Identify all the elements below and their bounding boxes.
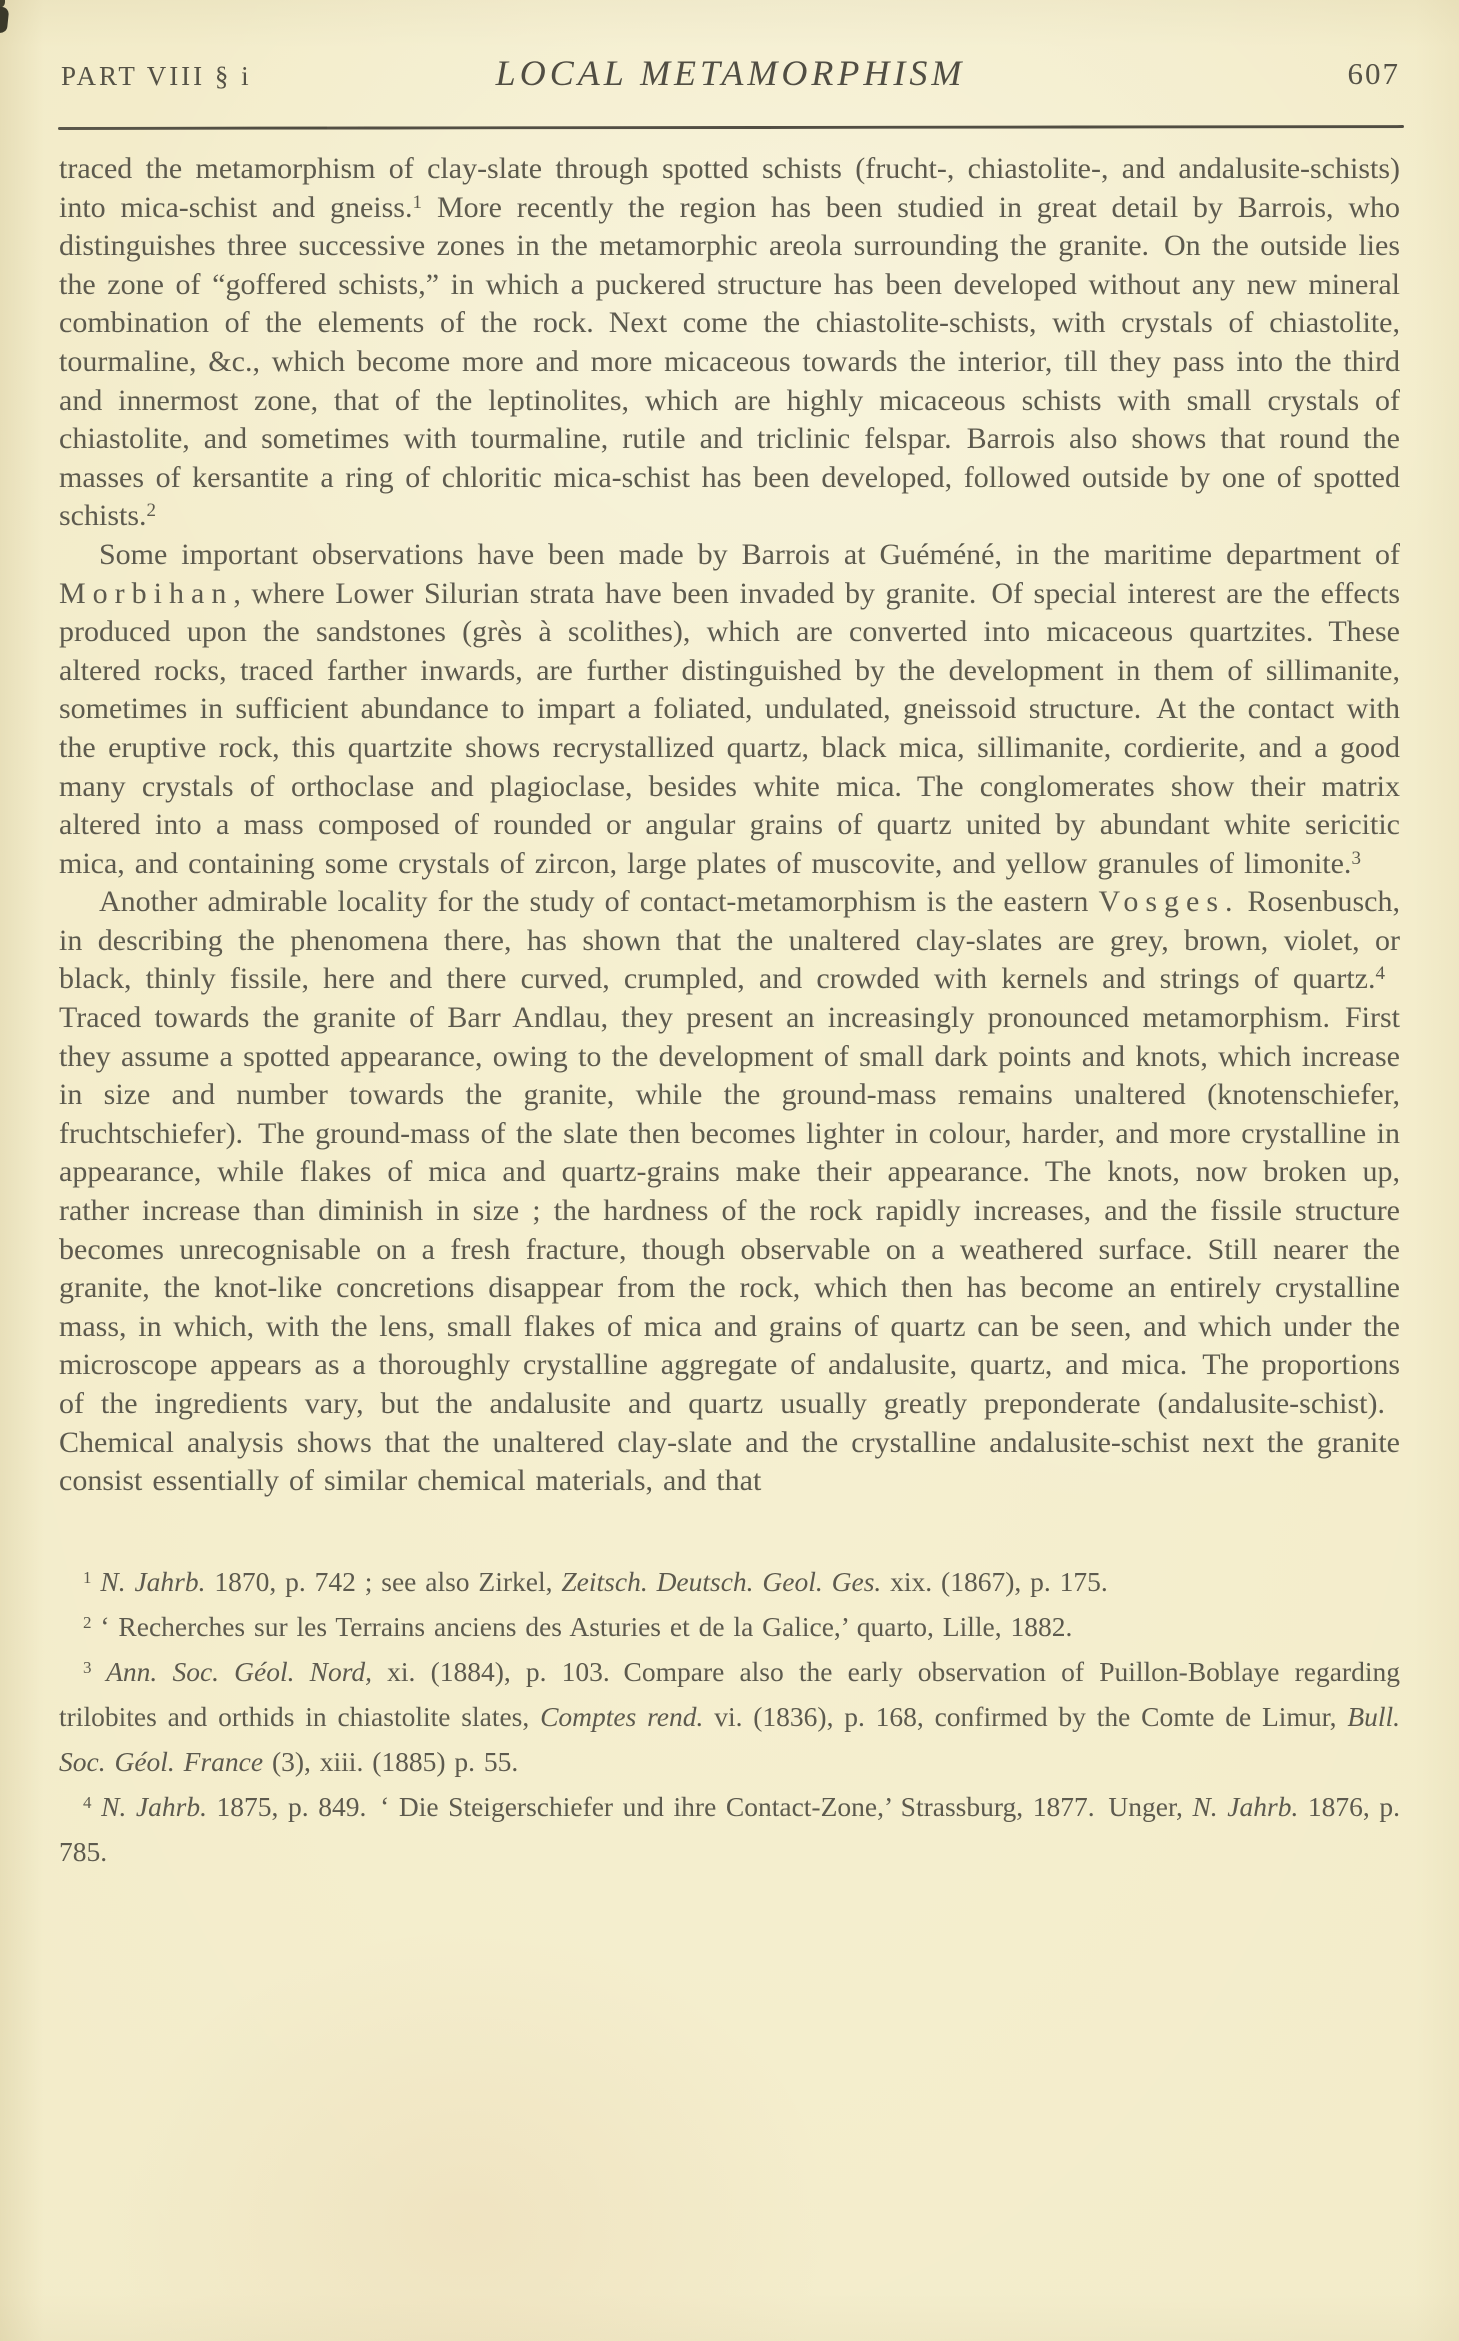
footnote-ref-4: 4 [1375, 963, 1385, 985]
footnote-text: (3), xiii. (1885) p. 55. [263, 1745, 519, 1777]
header-rule [58, 125, 1404, 130]
footnote-number: 3 [83, 1657, 92, 1677]
footnote-ref-3: 3 [1351, 847, 1361, 869]
footnote-3 [59, 1649, 1400, 1784]
journal-title: Comptes rend. [540, 1700, 704, 1732]
footnotes-section [59, 1559, 1400, 1874]
footnote-text: vi. (1836), p. 168, confirmed by the Comte de Limur, [703, 1700, 1348, 1732]
paragraph-1 [59, 150, 1400, 536]
page-number: 607 [1347, 56, 1400, 91]
footnote-2 [59, 1604, 1400, 1649]
paragraph-text: traced the metamorphism of clay-slate through spotted schists (frucht-, chiastolite-, and andalusite-schists) into mica-schist and gneiss. [59, 152, 1400, 224]
main-text [59, 150, 1400, 1874]
journal-title: N. Jahrb. [91, 1790, 207, 1822]
footnote-number: 1 [83, 1567, 92, 1587]
scan-artifact-edge [0, 6, 9, 33]
paragraph-3 [59, 883, 1400, 1501]
footnote-number: 4 [83, 1792, 92, 1812]
footnote-1 [59, 1559, 1400, 1604]
paragraph-2 [59, 536, 1400, 883]
paragraph-text: More recently the region has been studied in great detail by Barrois, who distinguishes three successive zones in the metamorphic areola surrounding the granite. On the outside lies the zone of “goffered schists,” in which a puckered structure has been developed without any new mineral combination of the elements of the rock. Next come the chiastolite-schists, with crystals of chiastolite, tourmaline, &c., which become more and more micaceous towards the interior, till they pass into the third and innermost zone, that of the leptinolites, which are highly micaceous schists with small crystals of chiastolite, and sometimes with tourmaline, rutile and triclinic felspar. Barrois also shows that round the masses of kersantite a ring of chloritic mica-schist has been developed, followed outside by one of spotted schists. [59, 190, 1400, 533]
footnote-ref-1: 1 [412, 191, 422, 213]
journal-title: Bull. Soc. Géol. France [59, 1700, 1401, 1777]
part-label: PART VIII § i [61, 61, 252, 91]
footnote-text: xix. (1867), p. 175. [881, 1565, 1108, 1597]
paragraph-text: Some important observations have been made by Barrois at Guéméné, in the maritime department of [99, 537, 1400, 571]
journal-title: N. Jahrb. [91, 1565, 206, 1597]
footnote-text: ‘ Recherches sur les Terrains anciens des Asturies et de la Galice,’ quarto, Lille, 1882. [91, 1610, 1073, 1642]
journal-title: Ann. Soc. Géol. Nord, [91, 1655, 373, 1687]
footnote-text: xi. (1884), p. 103. Compare also the early observation of Puillon-Boblaye regarding trilobites and orthids in chiastolite slates, [59, 1655, 1400, 1732]
paragraph-text: . Rosenbusch, in describing the phenomena there, has shown that the unaltered clay-slates are grey, brown, violet, or black, thinly fissile, here and there curved, crumpled, and crowded with kernels and strings of quartz. [59, 885, 1400, 996]
footnote-ref-2: 2 [146, 500, 157, 522]
footnote-number: 2 [83, 1612, 92, 1632]
page-header [59, 50, 1402, 92]
paragraph-text: Traced towards the granite of Barr Andlau, they present an increasingly pronounced metamorphism. First they assume a spotted appearance, owing to the development of small dark points and knots, which increase in size and number towards the granite, while the ground-mass remains unaltered (knotenschiefer, fruchtschiefer). The ground-mass of the slate then becomes lighter in colour, harder, and more crystalline in appearance, while flakes of mica and quartz-grains make their appearance. The knots, now broken up, rather increase than diminish in size ; the hardness of the rock rapidly increases, and the fissile structure becomes unrecognisable on a fresh fracture, though observable on a weathered surface. Still nearer the granite, the knot-like concretions disappear from the rock, which then has become an entirely crystalline mass, in which, with the lens, small flakes of mica and grains of quartz can be seen, and which under the microscope appears as a thoroughly crystalline aggregate of andalusite, quartz, and mica. The proportions of the ingredients vary, but the andalusite and quartz usually greatly preponderate (andalusite-schist). Chemical analysis shows that the unaltered clay-slate and the crystalline andalusite-schist next the granite consist essentially of similar chemical materials, and that [59, 962, 1400, 1498]
paragraph-text: , where Lower Silurian strata have been invaded by granite. Of special interest are the effects produced upon the sandstones (grès à scolithes), which are converted into micaceous quartzites. These altered rocks, traced farther inwards, are further distinguished by the development in them of sillimanite, sometimes in sufficient abundance to impart a foliated, undulated, gneissoid structure. At the contact with the eruptive rock, this quartzite shows recrystallized quartz, black mica, sillimanite, cordierite, and a good many crystals of orthoclase and plagioclase, besides white mica. The conglomerates show their matrix altered into a mass composed of rounded or angular grains of quartz united by abundant white sericitic mica, and containing some crystals of zircon, large plates of muscovite, and yellow granules of limonite. [59, 576, 1400, 880]
footnote-text: 1876, p. 785. [59, 1790, 1401, 1867]
place-name-vosges: Vosges [1098, 885, 1225, 919]
place-name-morbihan: Morbihan [59, 576, 234, 610]
footnote-4 [59, 1784, 1400, 1874]
footnote-text: 1870, p. 742 ; see also Zirkel, [205, 1565, 562, 1597]
journal-title: Zeitsch. Deutsch. Geol. Ges. [561, 1565, 882, 1597]
footnote-text: 1875, p. 849. ‘ Die Steigerschiefer und ihre Contact-Zone,’ Strassburg, 1877. Unger, [206, 1790, 1193, 1822]
journal-title: N. Jahrb. [1192, 1790, 1299, 1822]
chapter-title: LOCAL METAMORPHISM [495, 53, 966, 93]
paragraph-text: Another admirable locality for the study of contact-metamorphism is the eastern [99, 885, 1099, 919]
